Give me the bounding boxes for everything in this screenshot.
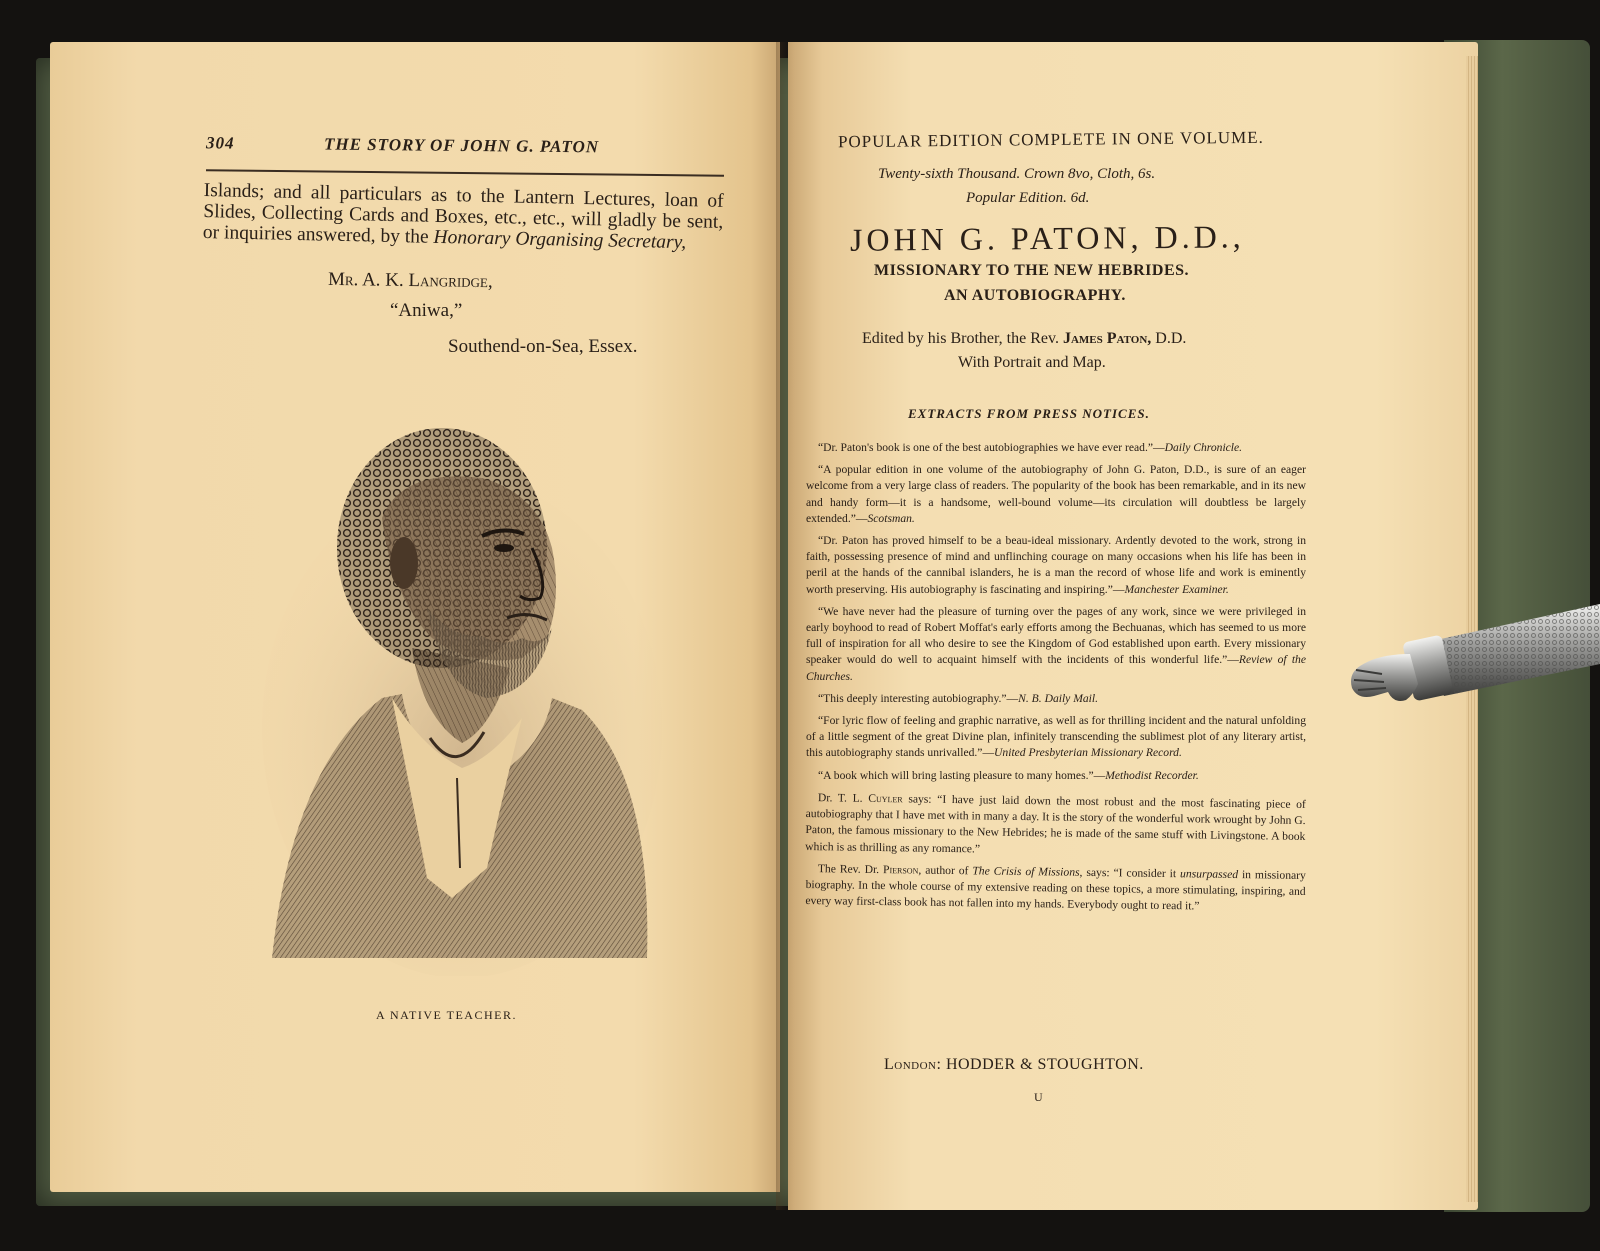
portrait-map-line: With Portrait and Map. [958, 354, 1106, 371]
book-gutter [776, 42, 794, 1210]
press-notice: “We have never had the pleasure of turning over the pages of any work, since we were privileged in early boyhood to read of Robert Moffat's early efforts among the Bechuanas, which has seemed to us more full of inspiration for all who desire to see the Kingdom of God established upon earth. Every missionary speaker would do well to acquaint himself with the incidents of this wonderful life.”—Review of the Churches. [806, 604, 1307, 683]
address-line-1: Mr. A. K. Langridge, [327, 268, 493, 293]
book-subtitle-2: AN AUTOBIOGRAPHY. [944, 287, 1126, 304]
running-title: THE STORY OF JOHN G. PATON [323, 134, 600, 157]
signature-mark: U [1034, 1090, 1043, 1104]
figure-caption: A NATIVE TEACHER. [376, 1008, 517, 1022]
pierson-notice: The Rev. Dr. Pierson, author of The Crisis of Missions, says: “I consider it unsurpassed in missionary biography. In the whole course of my extensive reading on these topics, a more stimulating, inspiring, and every way first-class book has not fallen into my hands. Everybody ought to read it.” [805, 861, 1306, 913]
cuyler-notice: Dr. T. L. Cuyler says: “I have just laid down the most robust and the most fascinating piece of autobiography that I have met with in many a day. It is the story of the wonderful work wrought by John G. Paton, the famous missionary to the New Hebrides; he is made of the same stuff with Livingstone. A book which is as thrilling as any romance.” [805, 791, 1306, 855]
left-body-text [203, 180, 724, 254]
book-subtitle-1: MISSIONARY TO THE NEW HEBRIDES. [874, 262, 1190, 279]
body-italic: Honorary Organising Secretary, [433, 226, 687, 254]
edition-heading: POPULAR EDITION COMPLETE IN ONE VOLUME. [837, 127, 1264, 152]
extracts-heading: EXTRACTS FROM PRESS NOTICES. [908, 406, 1150, 421]
press-notices [806, 440, 1306, 915]
body-text: Islands; and all particulars as to the Lantern Lectures, loan of Slides, Collecting Cards and Boxes, etc., etc., will gladly be sent, or inquiries answered, by the [202, 180, 724, 248]
address-line-2: “Aniwa,” [390, 300, 463, 321]
edited-by-line: Edited by his Brother, the Rev. James Paton, D.D. [862, 330, 1187, 347]
silver-hand-bookmark [1348, 604, 1600, 734]
running-head [206, 133, 726, 164]
press-notice: “For lyric flow of feeling and graphic narrative, as well as for thrilling incident and the natural unfolding of a little segment of the great Divine plan, infinitely transcending the sublimest plot of any literary artist, this autobiography stands unrivalled.”—United Presbyterian Missionary Record. [806, 714, 1306, 760]
publisher-line: London: HODDER & STOUGHTON. [884, 1056, 1144, 1073]
press-notice: “A popular edition in one volume of the autobiography of John G. Paton, D.D., is sure of an eager welcome from a very large class of readers. The popularity of the book has been remarkable, and in its new and handy form—it is a handsome, well-bound volume—its circulation will doubtless be largely extended.”—Scotsman. [806, 463, 1306, 525]
edition-line: Twenty-sixth Thousand. Crown 8vo, Cloth, 6s. [878, 166, 1156, 182]
press-notice: “This deeply interesting autobiography.”—N. B. Daily Mail. [818, 691, 1099, 705]
press-notice: “Dr. Paton's book is one of the best autobiographies we have ever read.”—Daily Chronicle. [818, 441, 1243, 454]
press-notice: “A book which will bring lasting pleasure to many homes.”—Methodist Recorder. [818, 768, 1199, 782]
page-number: 304 [205, 133, 235, 153]
native-teacher-engraving [252, 398, 662, 976]
popular-edition-line: Popular Edition. 6d. [966, 190, 1090, 206]
address-line-3: Southend-on-Sea, Essex. [448, 336, 638, 357]
press-notice: “Dr. Paton has proved himself to be a beau-ideal missionary. Ardently devoted to the work, strong in faith, possessing presence of mind and unflinching courage on many occasions when his life has been in peril at the hands of the cannibal islanders, he is a man the record of whose life and work is eminently worth preserving. His autobiography is fascinating and inspiring.”—Manchester Examiner. [806, 534, 1306, 596]
book-title: JOHN G. PATON, D.D., [849, 218, 1245, 258]
